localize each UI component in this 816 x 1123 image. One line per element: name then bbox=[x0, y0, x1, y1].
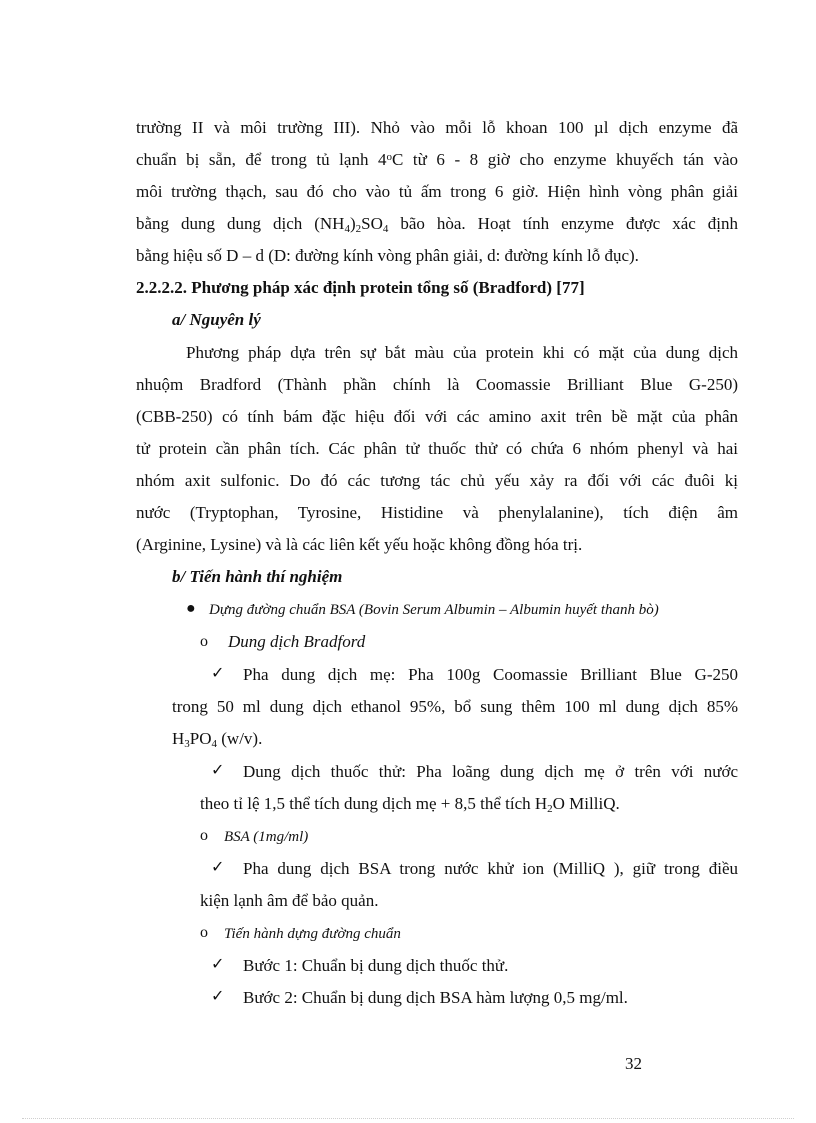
para2-line6: nước (Tryptophan, Tyrosine, Histidine và phenylalanine), tích điện âm bbox=[136, 503, 738, 522]
check1-line3: $H_3PO_4$ (w/v). bbox=[172, 729, 263, 750]
subheading-b: b/ Tiến hành thí nghiệm bbox=[172, 567, 343, 586]
circle-bullet-icon: o bbox=[200, 633, 208, 650]
para2-line1: Phương pháp dựa trên sự bắt màu của protein khi có mặt của dung dịch bbox=[186, 343, 738, 362]
checkmark-icon: ✓ bbox=[211, 956, 225, 973]
check2-line2: theo tỉ lệ 1,5 thể tích dung dịch mẹ + 8,5 thể tích $H_2O$ MilliQ. bbox=[200, 794, 620, 815]
circle-bullet-icon: o bbox=[200, 924, 208, 941]
check1-line2: trong 50 ml dung dịch ethanol 95%, bổ sung thêm 100 ml dung dịch 85% bbox=[172, 697, 738, 716]
page-number: 32 bbox=[625, 1054, 642, 1073]
checkmark-icon: ✓ bbox=[211, 988, 225, 1005]
para1-line2: chuẩn bị sẵn, để trong tủ lạnh 4$^o$C từ 6 - 8 giờ cho enzyme khuyếch tán vào bbox=[136, 150, 738, 169]
para1-line1: trường II và môi trường III). Nhỏ vào mỗi lỗ khoan 100 µl dịch enzyme đã bbox=[136, 118, 738, 137]
para1-line3: môi trường thạch, sau đó cho vào tủ ấm trong 6 giờ. Hiện hình vòng phân giải bbox=[136, 182, 738, 201]
check2-line1: Dung dịch thuốc thử: Pha loãng dung dịch mẹ ở trên với nước bbox=[243, 762, 738, 781]
subitem-standard-curve: Tiến hành dựng đường chuẩn bbox=[224, 926, 401, 942]
para2-line7: (Arginine, Lysine) và là các liên kết yếu hoặc không đồng hóa trị. bbox=[136, 535, 583, 554]
checkmark-icon: ✓ bbox=[211, 859, 225, 876]
subheading-a: a/ Nguyên lý bbox=[172, 310, 261, 329]
check3-line2: kiện lạnh âm để bảo quản. bbox=[200, 891, 379, 910]
para2-line5: nhóm axit sulfonic. Do đó các tương tác chủ yếu xảy ra đối với các đuôi kị bbox=[136, 471, 738, 490]
check3-line1: Pha dung dịch BSA trong nước khử ion (MilliQ ), giữ trong điều bbox=[243, 859, 738, 878]
section-heading: 2.2.2.2. Phương pháp xác định protein tổng số (Bradford) [77] bbox=[136, 278, 585, 297]
check4-line: Bước 1: Chuẩn bị dung dịch thuốc thử. bbox=[243, 956, 509, 975]
para2-line3: (CBB-250) có tính bám đặc hiệu đối với các amino axit trên bề mặt của phân bbox=[136, 407, 738, 426]
bullet-item-bsa: Dựng đường chuẩn BSA (Bovin Serum Albumin – Albumin huyết thanh bò) bbox=[209, 602, 659, 618]
check5-line: Bước 2: Chuẩn bị dung dịch BSA hàm lượng 0,5 mg/ml. bbox=[243, 988, 628, 1007]
page-bottom-divider bbox=[22, 1118, 794, 1119]
checkmark-icon: ✓ bbox=[211, 665, 225, 682]
circle-bullet-icon: o bbox=[200, 827, 208, 844]
para2-line4: tử protein cần phân tích. Các phân tử thuốc thử có chứa 6 nhóm phenyl và hai bbox=[136, 439, 738, 458]
para1-line5: bằng hiệu số D – d (D: đường kính vòng phân giải, d: đường kính lỗ đục). bbox=[136, 246, 639, 265]
para1-line4: bằng dung dung dịch $(NH_4)_2SO_4$ bão hòa. Hoạt tính enzyme được xác định bbox=[136, 214, 738, 235]
subitem-bsa: BSA (1mg/ml) bbox=[224, 829, 309, 845]
subitem-bradford: Dung dịch Bradford bbox=[228, 632, 366, 651]
check1-line1: Pha dung dịch mẹ: Pha 100g Coomassie Brilliant Blue G-250 bbox=[243, 665, 738, 684]
checkmark-icon: ✓ bbox=[211, 762, 225, 779]
bullet-dot-icon: ● bbox=[186, 600, 196, 617]
para2-line2: nhuộm Bradford (Thành phần chính là Coomassie Brilliant Blue G-250) bbox=[136, 375, 738, 394]
